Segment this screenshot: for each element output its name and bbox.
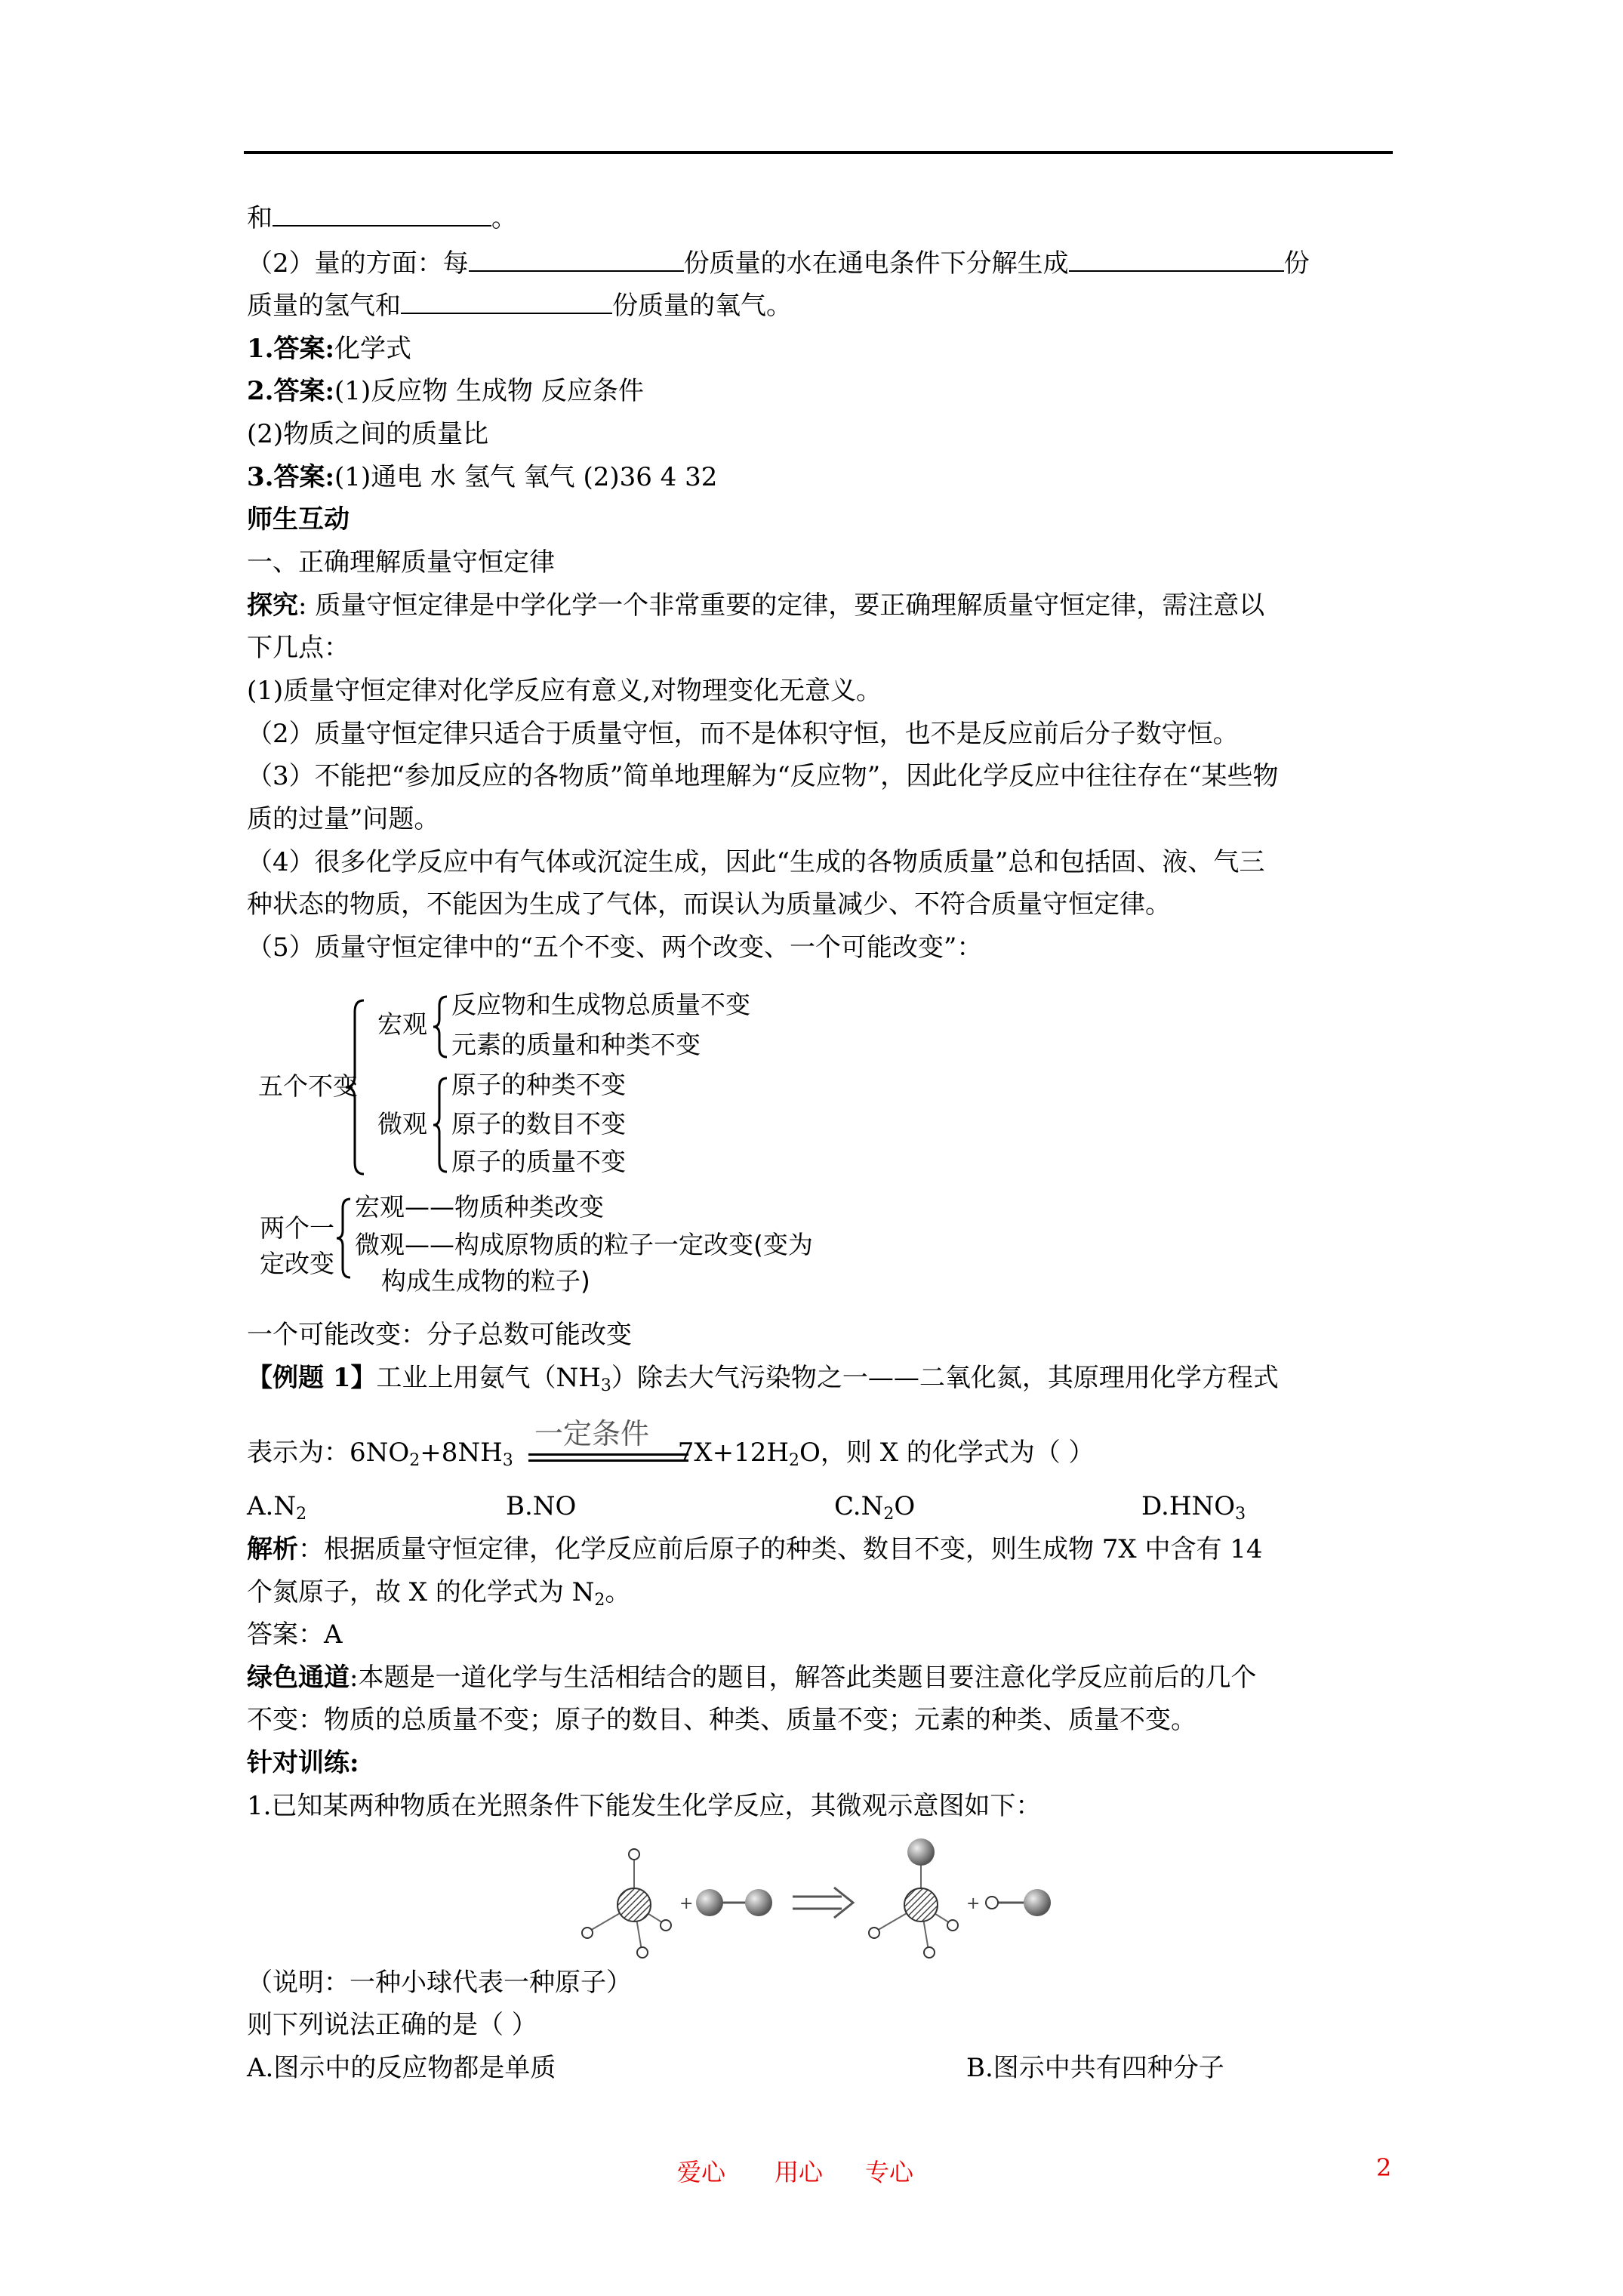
brace [433,1078,447,1172]
footer-word: 爱心 [677,2158,726,2187]
two-changes-label: 定改变 [260,1249,334,1278]
question-1: 1.已知某两种物质在光照条件下能发生化学反应，其微观示意图如下： [247,1791,1042,1821]
page-number: 2 [1376,2153,1392,2182]
analysis: 解析：根据质量守恒定律，化学反应前后原子的种类、数目不变，则生成物 7X 中含有 14 [247,1534,1263,1564]
option-b[interactable]: B.NO [506,1491,577,1521]
macro-label: 宏观 [377,1009,427,1039]
brace [337,1199,350,1277]
macro-item-2: 元素的质量和种类不变 [451,1030,701,1059]
micro-item-3: 原子的质量不变 [451,1147,626,1176]
subsection-title: 一、正确理解质量守恒定律 [247,547,555,578]
footer-word: 用心 [775,2158,824,2187]
example-1: 【例题 1】工业上用氨气$(NH_3)$除去大气污染物之一——二氧化氮，其原理用化学方程式 [247,1363,1279,1395]
header-rule [244,151,1393,154]
micro-item-1: 原子的种类不变 [451,1070,626,1099]
point-3: （3）不能把“参加反应的各物质”简单地理解为“反应物”，因此化学反应中往往存在“某些物 [247,761,1279,791]
text-line: 质量的氢气和 份质量的氧气。 [247,291,792,321]
fill-blank [401,290,612,314]
explore-paragraph: 探究: 质量守恒定律是中学化学一个非常重要的定律，要正确理解质量守恒定律，需注意以 [247,590,1265,621]
footer-word: 专心 [865,2158,914,2187]
fill-blank [1069,248,1284,272]
change-item-2-cont: 构成生成物的粒子) [381,1266,590,1296]
micro-item-2: 原子的数目不变 [451,1109,626,1139]
chlorine-molecule [696,1889,772,1916]
question-prompt: 则下列说法正确的是（ ） [247,2010,537,2040]
training-title: 针对训练: [247,1748,359,1778]
chloromethane-molecule [869,1838,958,1958]
hcl-molecule [986,1889,1051,1916]
fill-blank [469,248,684,272]
methane-molecule [582,1849,671,1958]
conservation-diagram [249,982,838,1299]
answer-2: 2.答案:(1)反应物 生成物 反应条件 [247,376,644,406]
q1-option-b[interactable]: B.图示中共有四种分子 [966,2053,1224,2083]
possible-change: 一个可能改变：分子总数可能改变 [247,1320,632,1350]
point-4-cont: 种状态的物质，不能因为生成了气体，而误认为质量减少、不符合质量守恒定律。 [247,889,1171,920]
answer-3: 3.答案:(1)通电 水 氢气 氧气 (2)36 4 32 [247,462,718,492]
plus-icon: + [679,1894,694,1913]
answer-line: 答案：A [247,1620,343,1650]
analysis-cont: 个氮原子，故 X 的化学式为 $N_2$。 [247,1577,631,1610]
reaction-diagram [574,1833,1064,1977]
point-5: （5）质量守恒定律中的“五个不变、两个改变、一个可能改变”： [247,932,983,963]
option-a[interactable]: $A.N_2$ [247,1491,307,1524]
green-channel-cont: 不变：物质的总质量不变；原子的数目、种类、质量不变；元素的种类、质量不变。 [247,1705,1196,1735]
two-changes-label: 两个一 [260,1213,334,1243]
text-line: 和 。 [247,203,517,233]
note: （说明：一种小球代表一种原子） [247,1968,632,1998]
macro-item-1: 反应物和生成物总质量不变 [451,990,750,1019]
point-4: （4）很多化学反应中有气体或沉淀生成，因此“生成的各物质质量”总和包括固、液、气三 [247,847,1265,877]
option-c[interactable]: $C.N_2O$ [834,1491,916,1524]
micro-label: 微观 [377,1109,427,1139]
answer-1: 1.答案:化学式 [247,334,412,364]
text-line: 下几点： [247,633,350,663]
point-1: (1)质量守恒定律对化学反应有意义,对物理变化无意义。 [247,676,882,706]
point-3-cont: 质的过量”问题。 [247,804,440,834]
change-item-1: 宏观——物质种类改变 [355,1192,604,1222]
five-unchanged-label: 五个不变 [258,1071,358,1101]
fill-blank [273,202,491,227]
equation-condition: 一定条件 [534,1417,650,1450]
change-item-2: 微观——构成原物质的粒子一定改变(变为 [355,1230,813,1259]
plus-icon: + [966,1894,981,1913]
option-d[interactable]: $D.HNO_3$ [1141,1491,1246,1524]
answer-2b: (2)物质之间的质量比 [247,419,489,449]
point-2: （2）质量守恒定律只适合于质量守恒，而不是体积守恒，也不是反应前后分子数守恒。 [247,719,1239,749]
equation-line: 表示为：$6NO_2+8NH_3$ $7X+12H_2O$，则 X 的化学式为（ ） [247,1438,1095,1470]
brace [433,997,447,1057]
green-channel: 绿色通道:本题是一道化学与生活相结合的题目，解答此类题目要注意化学反应前后的几个 [247,1663,1257,1693]
section-title: 师生互动 [247,504,350,535]
text-line: （2）量的方面：每 份质量的水在通电条件下分解生成 份 [247,248,1310,279]
reaction-arrow-icon [793,1888,853,1918]
q1-option-a[interactable]: A.图示中的反应物都是单质 [247,2053,556,2083]
